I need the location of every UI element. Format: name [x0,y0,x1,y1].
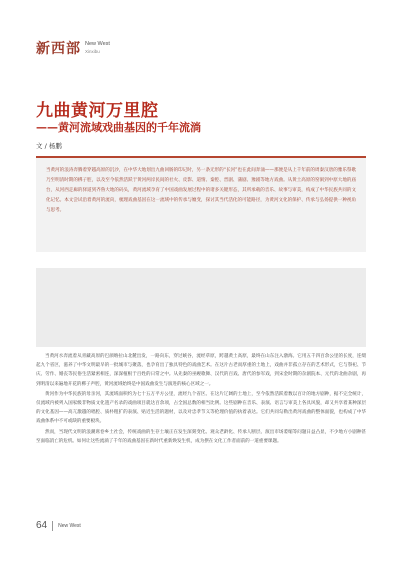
article-byline: 文 / 杨鹏 [36,142,62,150]
page-number: 64 [36,520,48,531]
article-image [36,268,366,347]
article-subtitle: ——黄河流域戏曲基因的千年流淌 [36,121,201,134]
article-title: 九曲黄河万里腔 [36,101,159,121]
magazine-logo-en: New West [85,41,110,47]
masthead [36,38,110,58]
body-paragraph-1: 当黄河水奔流着从青藏高原的巴颜喀拉山北麓出发，一路向东，穿过峡谷，流经草原，跨越黄土高原，最终在山东注入渤海。它用五千四百余公里的长度，连缀起九个省区，滋养了中华文明最早的一批城市与聚落，也孕育出了独具特色的戏曲艺术。在这片古老而厚重的土地上，戏曲并非孤立存在的艺术形式，它与祭祀、节庆、劳作、婚丧等民俗生活紧密相连，深深植根于百姓的日常之中。从先秦的巫觋歌舞、汉代的百戏、唐代的参军戏，到宋金时期的杂剧院本、元代的北曲杂剧，再到明清以来遍地开花的梆子声腔，黄河流域始终是中国戏曲发生与演进的核心区域之一。 [36,354,366,387]
article-body [36,352,366,522]
article-abstract [36,156,366,252]
body-paragraph-3: 然而，当现代文明的浪潮席卷乡土社会，传统戏曲的生存土壤正在发生深刻变化。观众老龄化、传承人断层、演出市场萎缩等问题日益凸显，不少地方小剧种甚至面临消亡的危机。如何让这些流淌了千年的戏曲基因在新时代重新焕发生机，成为摆在文化工作者面前的一道重要课题。 [36,429,366,444]
page-footer [36,520,81,531]
abstract-text: 当黄河的浪涛奔腾着穿越高原的沉沙，在中华大地划出九曲回肠的印记时，另一条无形的“长河”也在此间奔涌——那便是从上千年前的周秦汉唐的雅乐祭歌乃至明清时期的梆子腔，以及至今依然活跃于黄河两岸民间的社火、皮影、道情、秦腔、晋剧、蒲剧、豫剧等地方戏曲。从黄土高原的窑洞到中原大地的庙台，从河西走廊的驿道到齐鲁大地的码头，黄河流域孕育了中国戏曲发展过程中的诸多关键形态，其所承载的音乐、故事与审美，构成了中华民族共同的文化记忆。本文尝试沿着黄河的流向，梳理戏曲基因在这一流域中的传承与嬗变，探讨其当代活化的可能路径，为黄河文化的保护、传承与弘扬提供一种视角与思考。 [46,168,356,213]
magazine-logo-text [85,41,110,55]
magazine-logo: 新西部 [36,41,81,57]
magazine-logo-sub: Xinxibu [85,49,100,54]
footer-magazine-name: New West [58,522,81,529]
footer-divider [52,521,53,531]
body-paragraph-2: 黄河作为中华民族的母亲河，其流域面积约为七十五万平方公里，流经九个省区。在这片辽阔的土地上，至今依然活跃着数以百计的地方剧种，据不完全统计，仅流域内被列入国家级非物质文化遗产名录的戏曲项目就达百余项，占全国总数的相当比例。这些剧种在音乐、表演、语言与审美上各具风貌，却又共享着某种深层的文化基因——高亢激越的唱腔、质朴粗犷的表演、贴近生活的题材，以及对忠孝节义等伦理价值的执着表达。它们共同勾勒出黄河戏曲的整体面貌，也构成了中华戏曲体系中不可或缺的重要板块。 [36,391,366,425]
